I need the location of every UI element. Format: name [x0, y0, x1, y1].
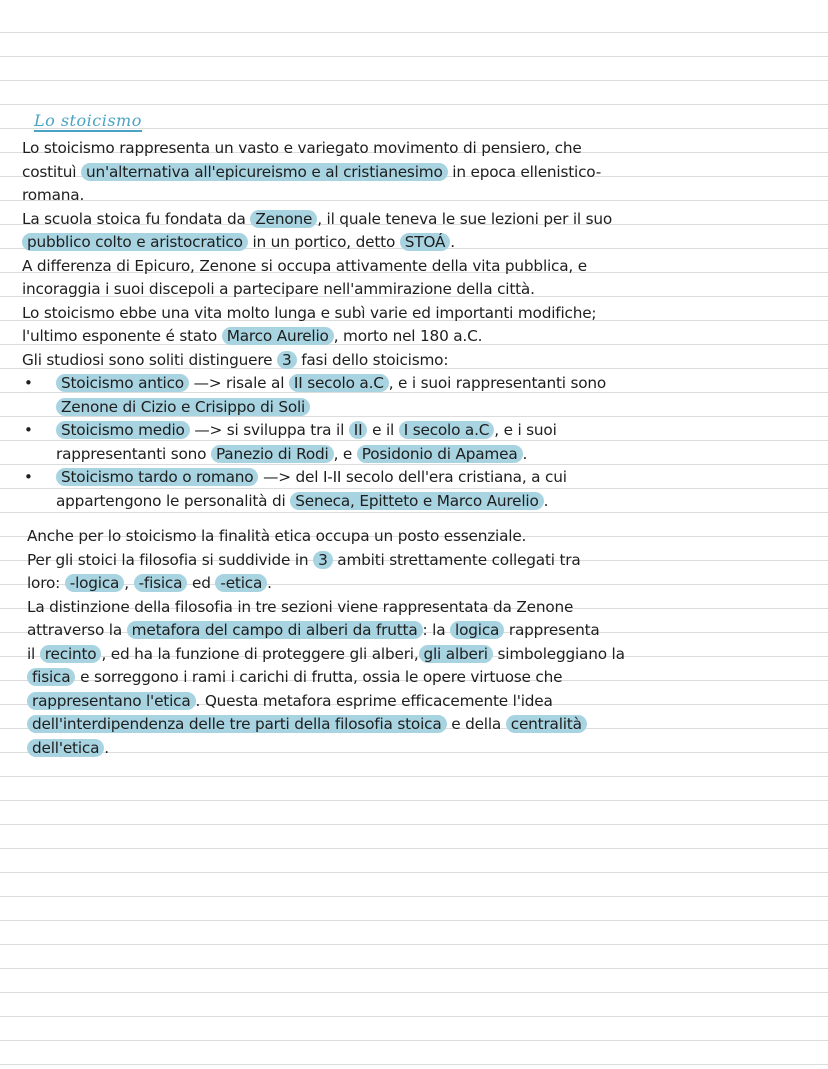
text: . [104, 738, 109, 757]
text: costituì [22, 162, 81, 181]
text-line [56, 443, 812, 467]
highlight: pubblico colto e aristocratico [22, 233, 248, 251]
text: , e i suoi [494, 421, 557, 439]
list-item [22, 466, 812, 513]
text: il [27, 644, 40, 663]
text: ed [187, 574, 216, 592]
highlight: Posidonio di Apamea [357, 445, 523, 463]
highlight: -etica [215, 574, 267, 592]
text-line: Anche per lo stoicismo la finalità etica occupa un posto essenziale. [27, 527, 527, 545]
text-line: Lo stoicismo rappresenta un vasto e variegato movimento di pensiero, che [22, 139, 582, 157]
highlight: rappresentano l'etica [27, 692, 196, 710]
text-line [22, 231, 812, 255]
text-line: incoraggia i suoi discepoli a partecipare nell'ammirazione della città. [22, 280, 535, 298]
text: , e i suoi rappresentanti sono [388, 374, 607, 392]
text: simboleggiano la [492, 644, 625, 663]
highlight: recinto [40, 645, 102, 663]
text-line: romana. [22, 186, 85, 204]
highlight: dell'interdipendenza delle tre parti della filosofia stoica [27, 715, 447, 733]
paragraph [22, 137, 812, 372]
text: . Questa metafora esprime efficacemente l'idea [195, 691, 553, 710]
text: Per gli stoici la filosofia si suddivide in [27, 550, 314, 569]
highlight: Stoicismo antico [56, 374, 189, 392]
text-line [56, 466, 812, 490]
highlight: -logica [65, 574, 124, 592]
text-line [22, 161, 812, 185]
text: rappresentanti sono [56, 444, 211, 463]
highlight: centralità [506, 715, 587, 733]
text: loro: [27, 574, 65, 592]
text: , il quale teneva le sue lezioni per il suo [317, 209, 613, 228]
text-line [27, 737, 812, 761]
text: e sorreggono i rami i carichi di frutta, ossia le opere virtuose che [75, 668, 563, 686]
text: —> del I-II secolo dell'era cristiana, a cui [258, 468, 567, 486]
text: rappresenta [504, 621, 600, 639]
text-line [27, 643, 812, 667]
text-line: La distinzione della filosofia in tre sezioni viene rappresentata da Zenone [27, 597, 574, 616]
text-line [22, 349, 812, 373]
text: . [522, 444, 528, 463]
text-line [27, 666, 812, 690]
page-title: Lo stoicismo [34, 111, 142, 130]
text-line [27, 690, 812, 714]
list-item [22, 419, 812, 466]
text-line: Lo stoicismo ebbe una vita molto lunga e subì varie ed importanti modifiche; [22, 303, 597, 322]
text-line [27, 619, 812, 643]
list-item [22, 372, 812, 419]
text: —> risale al [188, 374, 289, 392]
text: ambiti strettamente collegati tra [332, 550, 581, 569]
text-line [56, 490, 812, 514]
text: : la [422, 621, 451, 639]
highlight: Zenone [250, 210, 317, 228]
text: La scuola stoica fu fondata da [22, 209, 251, 228]
highlight: I secolo a.C [399, 421, 495, 439]
highlight: Stoicismo medio [56, 421, 190, 439]
paragraph [27, 525, 812, 760]
text: Gli studiosi sono soliti distinguere [22, 350, 277, 369]
highlight: Panezio di Rodi [211, 445, 334, 463]
text-line [56, 419, 812, 443]
intro-section [22, 137, 812, 513]
text-line [56, 396, 812, 420]
highlight: gli alberi [419, 645, 493, 663]
text: , ed ha la funzione di proteggere gli alberi, [101, 644, 419, 663]
text: . [543, 491, 549, 510]
text-line [22, 208, 812, 232]
text: in epoca ellenistico- [447, 162, 602, 181]
text: , [124, 574, 134, 592]
highlight: Marco Aurelio [222, 327, 334, 345]
highlight: Zenone di Cizio e Crisippo di Soli [56, 398, 310, 416]
highlight: -fisica [134, 574, 188, 592]
text: l'ultimo esponente é stato [22, 327, 222, 345]
highlight: 3 [277, 351, 297, 369]
text-line [27, 549, 812, 573]
text-line: A differenza di Epicuro, Zenone si occupa attivamente della vita pubblica, e [22, 256, 587, 275]
highlight: II secolo a.C [289, 374, 389, 392]
text: e della [446, 715, 506, 733]
text: fasi dello stoicismo: [296, 350, 449, 369]
phases-list [22, 372, 812, 513]
second-section [27, 525, 812, 760]
highlight: metafora del campo di alberi da frutta [127, 621, 423, 639]
text: , e [333, 444, 357, 463]
text: appartengono le personalità di [56, 491, 291, 510]
highlight: dell'etica [27, 739, 104, 757]
highlight: un'alternativa all'epicureismo e al cristianesimo [81, 163, 448, 181]
highlight: II [349, 421, 368, 439]
text-line [22, 325, 812, 349]
highlight: STOÁ [400, 233, 451, 251]
text: —> si sviluppa tra il [189, 421, 349, 439]
highlight: fisica [27, 668, 75, 686]
highlight: Seneca, Epitteto e Marco Aurelio [290, 492, 543, 510]
text: . [450, 233, 455, 251]
text: in un portico, detto [247, 233, 400, 251]
text: , morto nel 180 a.C. [333, 327, 483, 345]
text: attraverso la [27, 621, 127, 639]
text-line [27, 572, 812, 596]
highlight: logica [450, 621, 504, 639]
text-line [56, 372, 812, 396]
text-line [27, 713, 812, 737]
text: e il [367, 421, 399, 439]
text: . [267, 574, 272, 592]
highlight: 3 [313, 551, 333, 569]
highlight: Stoicismo tardo o romano [56, 468, 258, 486]
